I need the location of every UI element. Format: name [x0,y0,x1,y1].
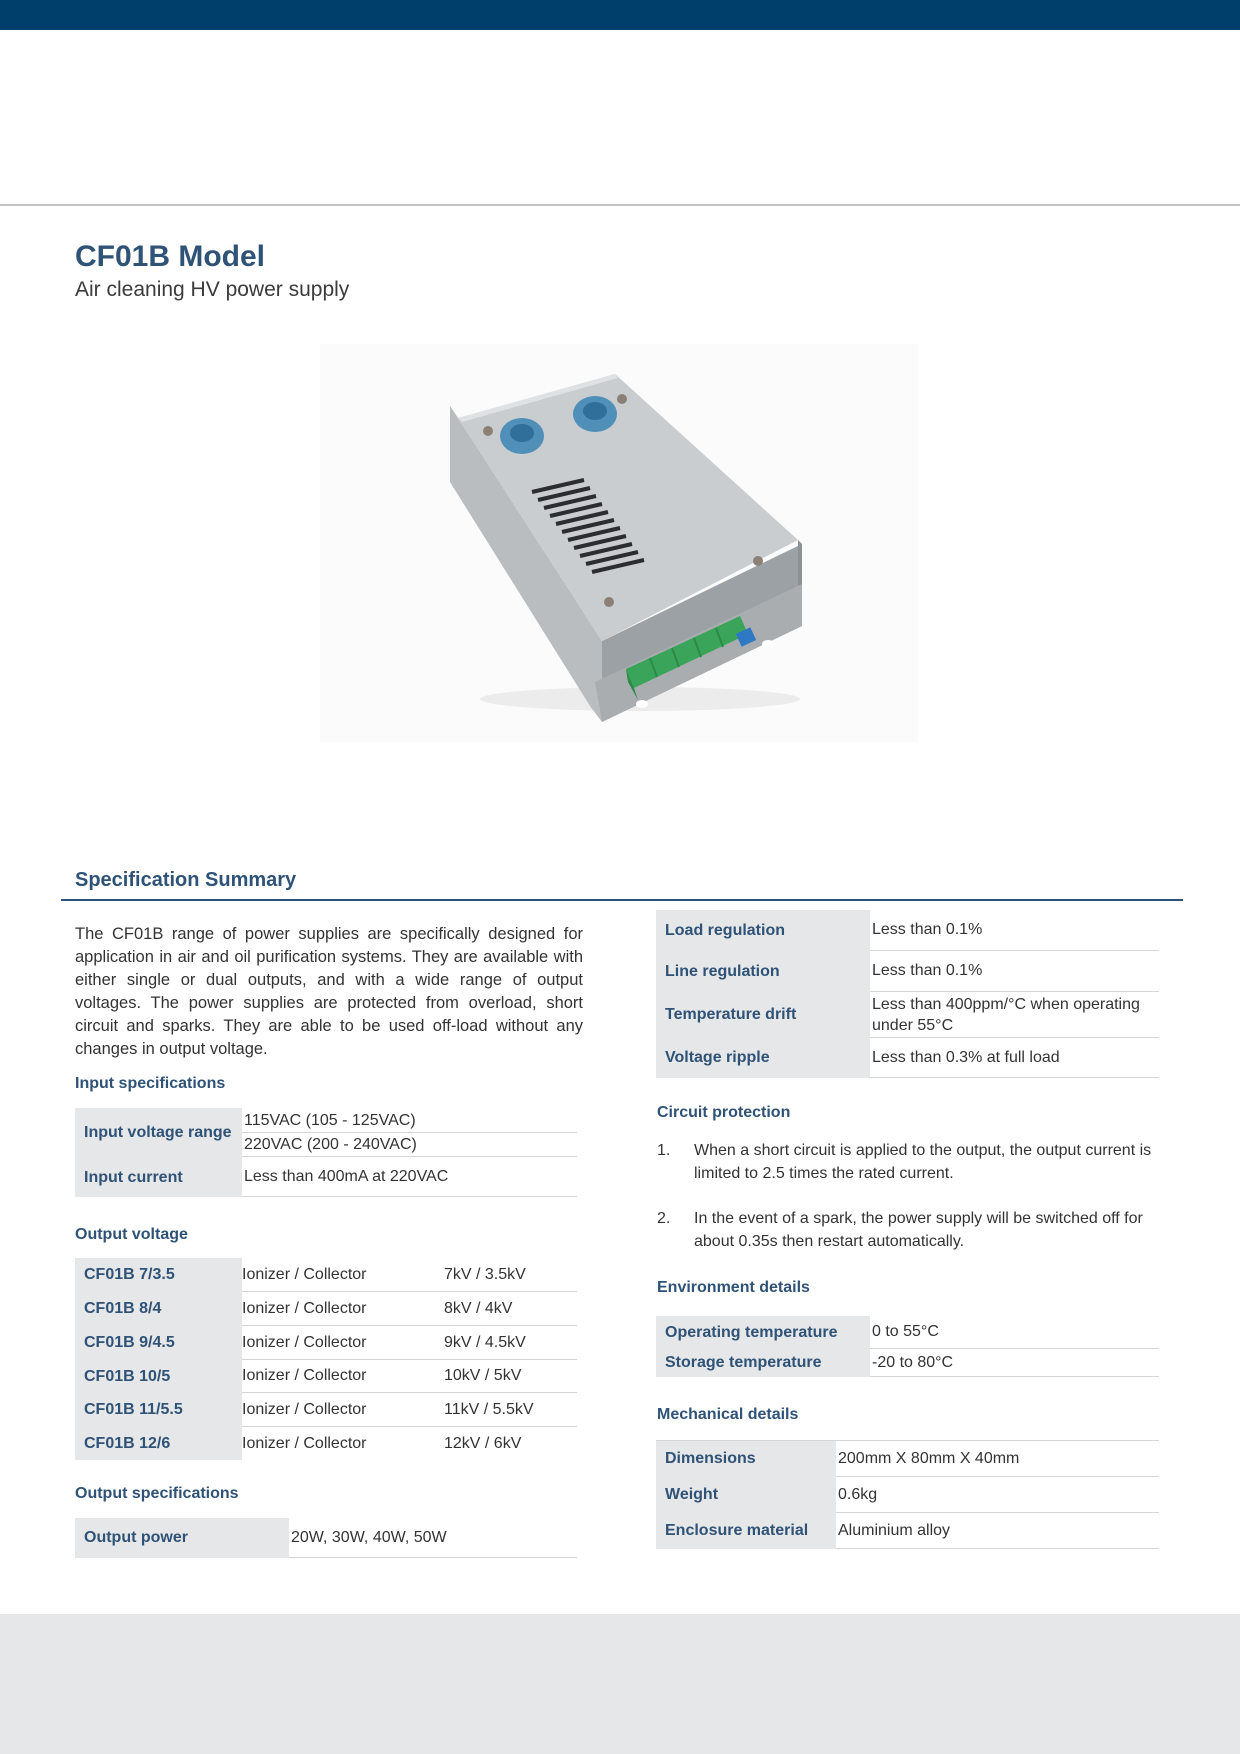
environment-heading: Environment details [657,1279,810,1296]
input-spec-heading: Input specifications [75,1075,226,1092]
output-kv: 7kV / 3.5kV [444,1258,577,1292]
footer-band [0,1614,1240,1754]
header-divider [0,204,1240,206]
section-divider [61,899,1183,901]
model-name: CF01B 7/3.5 [75,1258,242,1292]
dimensions-row [656,1441,1159,1477]
output-type: Ionizer / Collector [242,1434,367,1452]
table-row [75,1326,577,1360]
list-number: 2. [657,1210,671,1227]
output-kv: 11kV / 5.5kV [444,1393,577,1427]
input-current-row [75,1158,577,1197]
list-text: When a short circuit is applied to the output, the output current is limited to 2.5 times the rated current. [694,1142,1152,1182]
input-voltage-row [75,1108,577,1158]
spec-value: 200mm X 80mm X 40mm [836,1441,1159,1477]
power-supply-unit-icon [320,344,918,742]
enclosure-material-row [656,1513,1159,1549]
load-regulation-row [656,910,1159,951]
page-subtitle: Air cleaning HV power supply [75,278,350,301]
output-type: Ionizer / Collector [242,1292,444,1326]
output-voltage-heading: Output voltage [75,1226,188,1243]
output-type: Ionizer / Collector [242,1393,444,1427]
table-row [75,1393,577,1427]
spec-value: 0.6kg [836,1477,1159,1513]
product-photo [320,344,918,742]
output-kv: 9kV / 4.5kV [444,1326,577,1360]
model-name: CF01B 11/5.5 [75,1393,242,1427]
input-voltage-label: Input voltage range [75,1108,242,1158]
input-voltage-value-1: 115VAC (105 - 125VAC) [242,1109,577,1133]
table-row [75,1258,577,1292]
input-voltage-value-2: 220VAC (200 - 240VAC) [242,1133,577,1157]
mechanical-heading: Mechanical details [657,1406,799,1423]
output-power-row [75,1518,577,1558]
spec-label: Line regulation [656,951,870,992]
model-name: CF01B 12/6 [75,1427,242,1460]
output-kv: 12kV / 6kV [444,1434,522,1452]
top-brand-bar [0,0,1240,30]
section-title: Specification Summary [75,869,297,891]
spec-value: Aluminium alloy [836,1513,1159,1549]
spec-label: Storage temperature [656,1349,870,1377]
spec-label: Voltage ripple [656,1038,870,1078]
input-current-value: Less than 400mA at 220VAC [242,1158,577,1197]
output-type: Ionizer / Collector [242,1360,444,1393]
output-power-label: Output power [75,1518,289,1558]
model-name: CF01B 8/4 [75,1292,242,1326]
output-spec-heading: Output specifications [75,1485,239,1502]
line-regulation-row [656,951,1159,992]
model-name: CF01B 10/5 [75,1360,242,1393]
spec-label: Dimensions [656,1441,836,1477]
storage-temperature-row [656,1349,1159,1377]
spec-value: 0 to 55°C [870,1316,1159,1349]
table-row [75,1360,577,1393]
output-power-value: 20W, 30W, 40W, 50W [289,1518,577,1558]
spec-label: Enclosure material [656,1513,836,1549]
spec-value: Less than 400ppm/°C when operating under 55°C [870,992,1159,1038]
operating-temperature-row [656,1316,1159,1349]
spec-label: Weight [656,1477,836,1513]
output-type: Ionizer / Collector [242,1326,444,1360]
spec-value: Less than 0.3% at full load [870,1038,1159,1078]
input-current-label: Input current [75,1158,242,1197]
spec-value: Less than 0.1% [870,910,1159,951]
output-kv: 8kV / 4kV [444,1292,577,1326]
list-item [657,1139,1159,1187]
spec-value: Less than 0.1% [870,951,1159,992]
weight-row [656,1477,1159,1513]
table-row [75,1292,577,1326]
list-item [657,1207,1159,1255]
spec-label: Operating temperature [656,1316,870,1349]
output-type: Ionizer / Collector [242,1258,444,1292]
voltage-ripple-row [656,1038,1159,1078]
spec-value: -20 to 80°C [870,1349,1159,1377]
output-kv: 10kV / 5kV [444,1360,577,1393]
spec-label: Temperature drift [656,992,870,1038]
intro-paragraph: The CF01B range of power supplies are specifically designed for application in air and oil purification systems. They are available with either single or dual outputs, and with a wide range of output voltages. The power supplies are protected from overload, short circuit and sparks. They are able to be used off-load without any changes in output voltage. [75,925,583,1058]
table-row [75,1427,577,1460]
list-text: In the event of a spark, the power supply will be switched off for about 0.35s then restart automatically. [694,1210,1143,1250]
list-number: 1. [657,1142,671,1159]
circuit-protection-heading: Circuit protection [657,1104,791,1121]
spec-label: Load regulation [656,910,870,951]
page-title: CF01B Model [75,240,266,273]
model-name: CF01B 9/4.5 [75,1326,242,1360]
temperature-drift-row [656,992,1159,1038]
